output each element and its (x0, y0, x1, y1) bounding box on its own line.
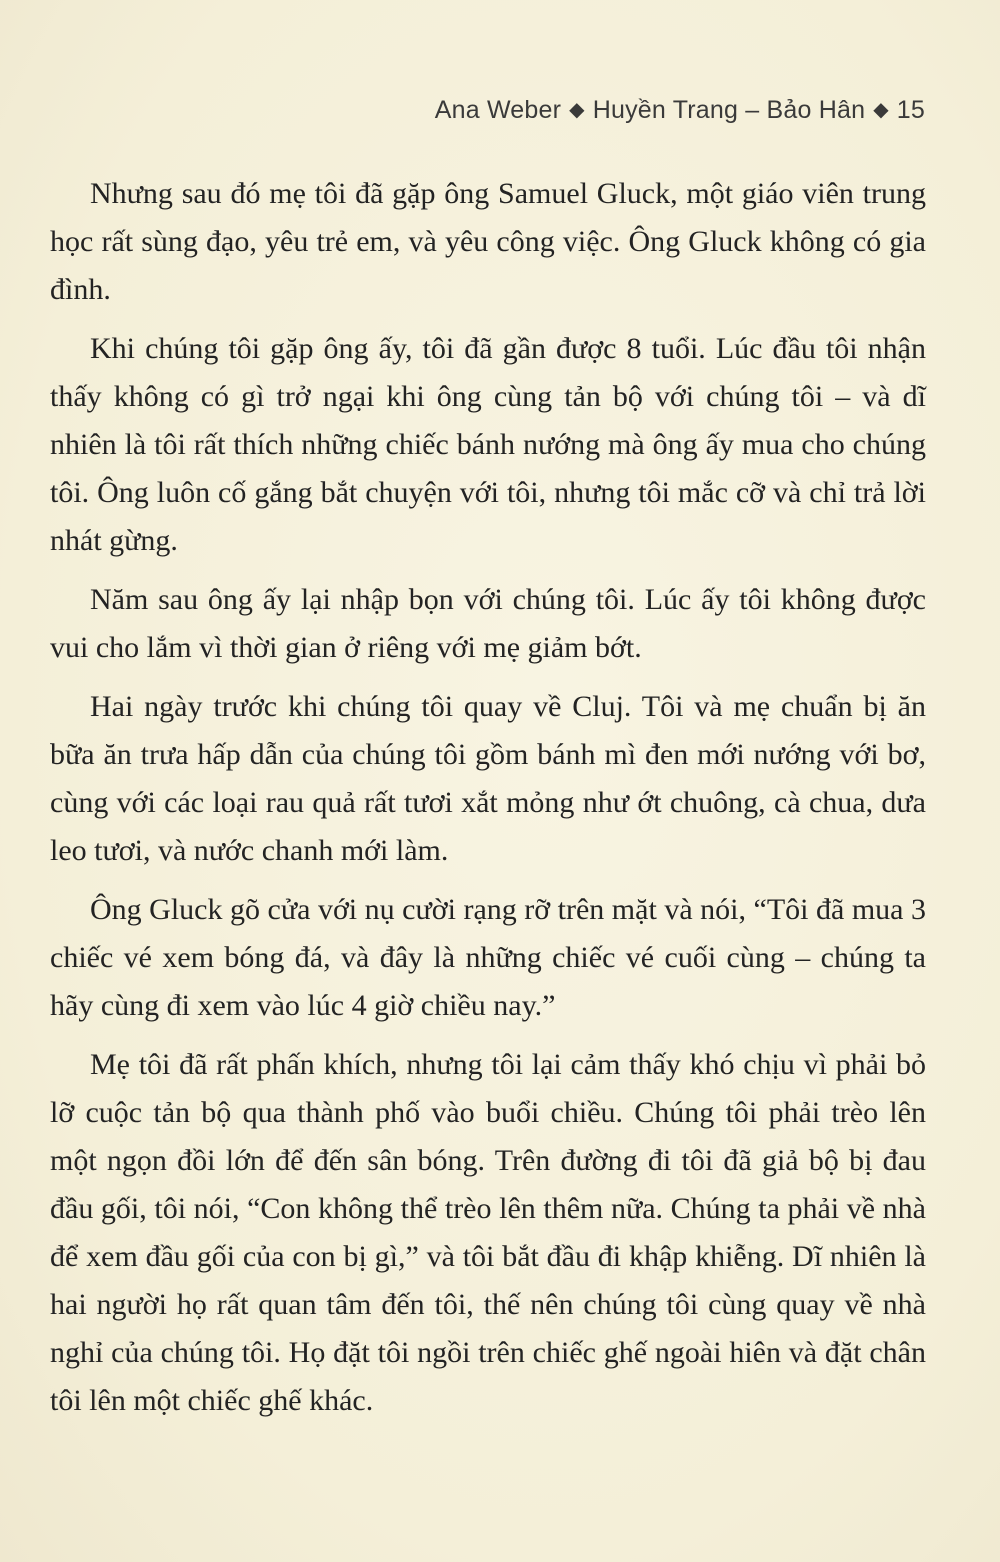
header-translators: Huyền Trang – Bảo Hân (592, 96, 866, 124)
paragraph: Năm sau ông ấy lại nhập bọn với chúng tôi. Lúc ấy tôi không được vui cho lắm vì thời gian ở riêng với mẹ giảm bớt. (50, 583, 926, 664)
page-number: 15 (896, 96, 925, 124)
paragraph: Khi chúng tôi gặp ông ấy, tôi đã gần được 8 tuổi. Lúc đầu tôi nhận thấy không có gì trở ngại khi ông cùng tản bộ với chúng tôi – và dĩ nhiên là tôi rất thích những chiếc bánh nướng mà ông ấy mua cho chúng tôi. Ông luôn cố gắng bắt chuyện với tôi, nhưng tôi mắc cỡ và chỉ trả lời nhát gừng. (50, 332, 926, 557)
header-separator-2: ◆ (873, 99, 889, 121)
paragraph: Mẹ tôi đã rất phấn khích, nhưng tôi lại cảm thấy khó chịu vì phải bỏ lỡ cuộc tản bộ qua thành phố vào buổi chiều. Chúng tôi phải trèo lên một ngọn đồi lớn để đến sân bóng. Trên đường đi tôi đã giả bộ bị đau đầu gối, tôi nói, “Con không thể trèo lên thêm nữa. Chúng ta phải về nhà để xem đầu gối của con bị gì,” và tôi bắt đầu đi khập khiễng. Dĩ nhiên là hai người họ rất quan tâm đến tôi, thế nên chúng tôi cùng quay về nhà nghỉ của chúng tôi. Họ đặt tôi ngồi trên chiếc ghế ngoài hiên và đặt chân tôi lên một chiếc ghế khác. (50, 1048, 926, 1417)
paragraph: Ông Gluck gõ cửa với nụ cười rạng rỡ trên mặt và nói, “Tôi đã mua 3 chiếc vé xem bóng đá, và đây là những chiếc vé cuối cùng – chúng ta hãy cùng đi xem vào lúc 4 giờ chiều nay.” (50, 893, 926, 1022)
paragraph: Hai ngày trước khi chúng tôi quay về Cluj. Tôi và mẹ chuẩn bị ăn bữa ăn trưa hấp dẫn của chúng tôi gồm bánh mì đen mới nướng với bơ, cùng với các loại rau quả rất tươi xắt mỏng như ớt chuông, cà chua, dưa leo tươi, và nước chanh mới làm. (50, 690, 926, 867)
paragraph: Nhưng sau đó mẹ tôi đã gặp ông Samuel Gluck, một giáo viên trung học rất sùng đạo, yêu trẻ em, và yêu công việc. Ông Gluck không có gia đình. (50, 177, 926, 306)
running-header (435, 96, 925, 125)
header-separator-1: ◆ (569, 99, 585, 121)
body-text (50, 170, 926, 1436)
header-author: Ana Weber (434, 96, 562, 124)
